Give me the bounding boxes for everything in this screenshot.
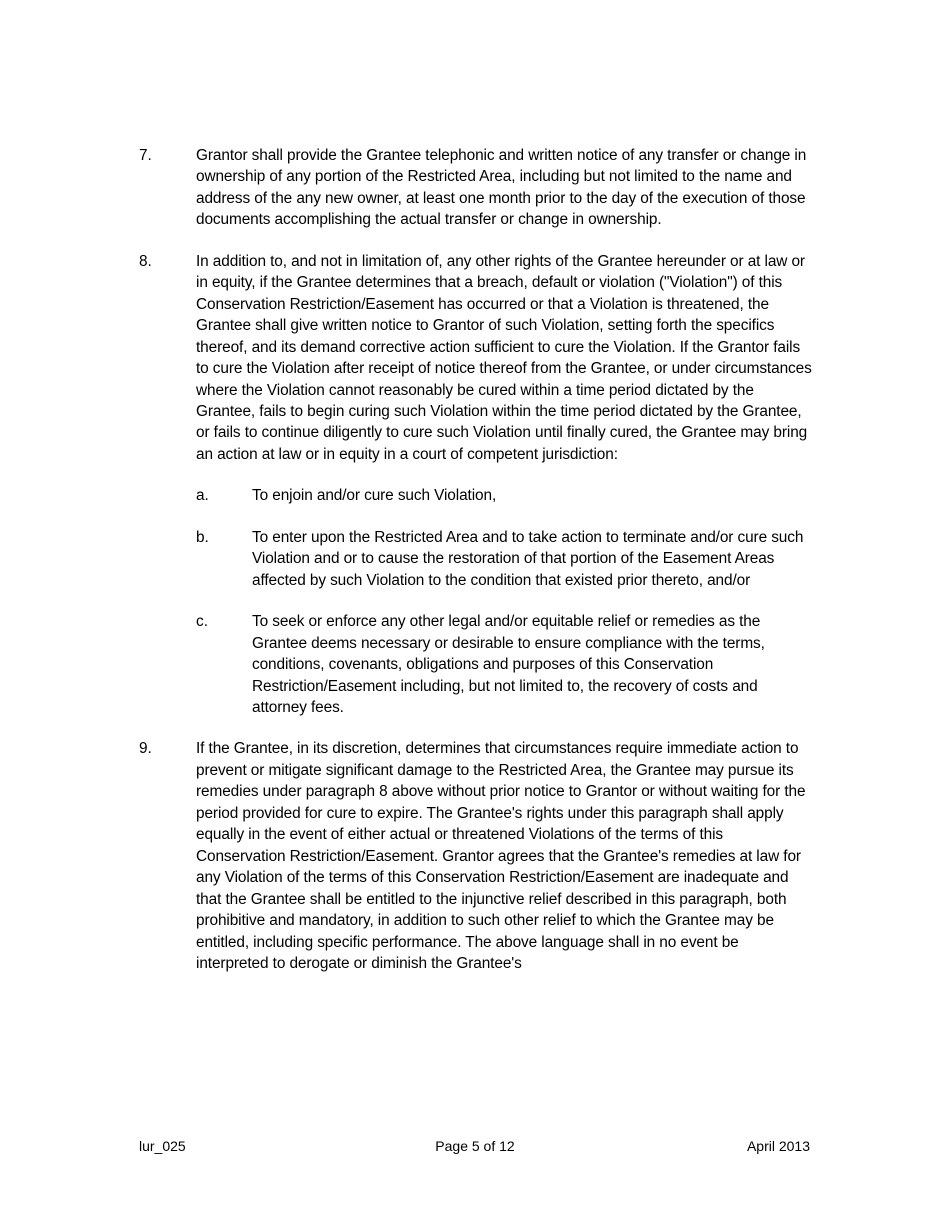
list-item-letter: b. bbox=[196, 528, 209, 546]
footer-page-number: Page 5 of 12 bbox=[435, 1138, 515, 1154]
paragraph-number: 9. bbox=[139, 740, 152, 758]
footer-date: April 2013 bbox=[746, 1138, 810, 1154]
list-item-letter: a. bbox=[196, 487, 209, 505]
paragraph-8 bbox=[139, 251, 814, 719]
list-item-text: To seek or enforce any other legal and/or equitable relief or remedies as the Grantee deems necessary or desirable to ensure compliance with the terms, conditions, covenants, obligations and purposes of this Conservation Restriction/Easement including, but not limited to, the recovery of costs and attorney fees. bbox=[252, 613, 765, 716]
list-item-b bbox=[139, 527, 814, 591]
footer-doc-id: lur_025 bbox=[139, 1138, 186, 1154]
list-item-text: To enjoin and/or cure such Violation, bbox=[252, 487, 497, 505]
paragraph-text: In addition to, and not in limitation of, any other rights of the Grantee hereunder or at law or in equity, if the Grantee determines that a breach, default or violation ("Violation") of this Conservation Restriction/Easement has occurred or that a Violation is threatened, the Grantee shall give written notice to Grantor of such Violation, setting forth the specifics thereof, and its demand corrective action sufficient to cure the Violation. If the Grantor fails to cure the Violation after receipt of notice thereof from the Grantee, or under circumstances where the Violation cannot reasonably be cured within a time period dictated by the Grantee, fails to begin curing such Violation within the time period dictated by the Grantee, or fails to continue diligently to cure such Violation until finally cured, the Grantee may bring an action at law or in equity in a court of competent jurisdiction: bbox=[196, 252, 812, 463]
paragraph-number: 7. bbox=[139, 147, 152, 164]
document-body bbox=[139, 145, 814, 994]
paragraph-text: Grantor shall provide the Grantee telephonic and written notice of any transfer or change in ownership of any portion of the Restricted Area, including but not limited to the name and address of the any new owner, at least one month prior to the day of the execution of those documents accomplishing the actual transfer or change in ownership. bbox=[196, 147, 807, 229]
list-item-letter: c. bbox=[196, 613, 208, 631]
list-item-text: To enter upon the Restricted Area and to take action to terminate and/or cure such Violation and or to cause the restoration of that portion of the Easement Areas affected by such Violation to the condition that existed prior thereto, and/or bbox=[252, 528, 804, 589]
list-item-c bbox=[139, 611, 814, 718]
remedies-list bbox=[139, 485, 814, 718]
paragraph-9 bbox=[139, 738, 814, 974]
list-item-a bbox=[139, 485, 814, 506]
paragraph-text: If the Grantee, in its discretion, determines that circumstances require immediate action to prevent or mitigate significant damage to the Restricted Area, the Grantee may pursue its remedies under paragraph 8 above without prior notice to Grantor or without waiting for the period provided for cure to expire. The Grantee's rights under this paragraph shall apply equally in the event of either actual or threatened Violations of the terms of this Conservation Restriction/Easement. Grantor agrees that the Grantee's remedies at law for any Violation of the terms of this Conservation Restriction/Easement are inadequate and that the Grantee shall be entitled to the injunctive relief described in this paragraph, both prohibitive and mandatory, in addition to such other relief to which the Grantee may be entitled, including specific performance. The above language shall in no event be interpreted to derogate or diminish the Grantee's bbox=[196, 740, 806, 972]
paragraph-7 bbox=[139, 145, 814, 231]
paragraph-number: 8. bbox=[139, 252, 152, 270]
